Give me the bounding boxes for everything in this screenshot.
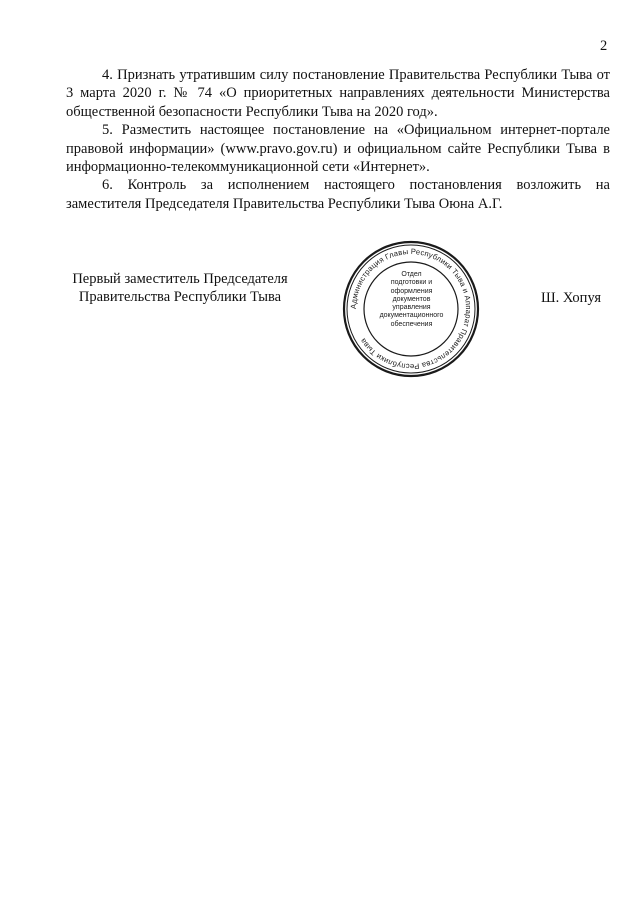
paragraph-4: 4. Признать утратившим силу постановление Правительства Республики Тыва от 3 марта 2020 г. № 74 «О приоритетных направлениях деятельности Министерства общественной безопасности Республики Тыва на 2020 год». xyxy=(66,67,610,120)
signatory-position-line-2: Правительства Республики Тыва xyxy=(78,289,282,306)
seal-center-line: документационного xyxy=(379,312,444,320)
signatory-name: Ш. Хопуя xyxy=(541,290,602,306)
signatory-position xyxy=(60,270,300,307)
seal-center-line: оформления документов xyxy=(390,287,433,303)
signatory-position-line-1: Первый заместитель Председателя xyxy=(72,271,288,287)
seal-center-text xyxy=(372,271,451,329)
document-body xyxy=(66,66,610,213)
seal-ring-text: Администрация Главы Республики Тыва и Аппарат Правительства Республики Тыва xyxy=(348,246,474,372)
seal-center-line: управления xyxy=(392,304,431,312)
seal-center-line: подготовки и xyxy=(390,279,433,287)
seal-center-line: обеспечения xyxy=(390,320,433,328)
paragraph-6: 6. Контроль за исполнением настоящего постановления возложить на заместителя Председателя Правительства Республики Тыва Оюна А.Г. xyxy=(66,177,610,212)
seal-center-line: Отдел xyxy=(401,271,422,278)
page-number: 2 xyxy=(600,38,608,54)
paragraph-5: 5. Разместить настоящее постановление на «Официальном интернет-портале правовой информации» (www.pravo.gov.ru) и официальном сайте Республики Тыва в информационно-телекоммуникационной сети «Интернет». xyxy=(66,122,610,176)
